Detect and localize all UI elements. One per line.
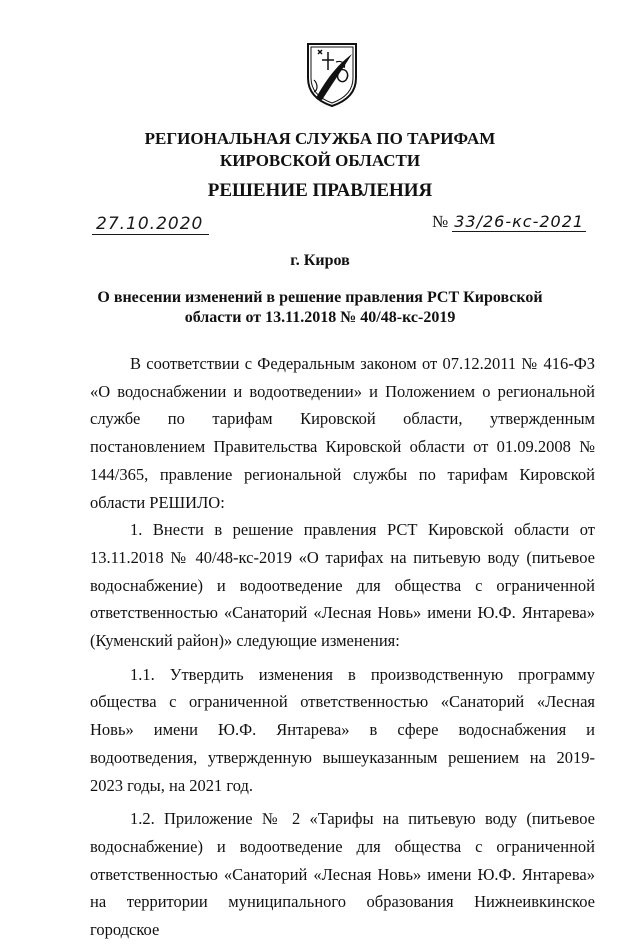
decision-body <box>90 350 595 944</box>
coat-of-arms-icon <box>302 40 362 108</box>
subject-line-2: области от 13.11.2018 № 40/48-кс-2019 <box>184 309 456 326</box>
paragraph-1: 1. Внести в решение правления РСТ Кировской области от 13.11.2018 № 40/48-кс-2019 «О тарифах на питьевую воду (питьевое водоснабжение) и водоотведение для общества с ограниченной ответственностью «Санаторий «Лесная Новь» имени Ю.Ф. Янтарева» (Куменский район)» следующие изменения: <box>90 520 595 651</box>
subject-line-1: О внесении изменений в решение правления РСТ Кировской <box>97 289 543 306</box>
city: г. Киров <box>290 252 350 269</box>
decision-number <box>432 212 586 232</box>
org-line-1: РЕГИОНАЛЬНАЯ СЛУЖБА ПО ТАРИФАМ <box>144 129 496 148</box>
org-line-2: КИРОВСКОЙ ОБЛАСТИ <box>219 151 421 170</box>
decision-title: РЕШЕНИЕ ПРАВЛЕНИЯ <box>207 180 433 201</box>
paragraph-preamble: В соответствии с Федеральным законом от 07.12.2011 № 416-ФЗ «О водоснабжении и водоотведении» и Положением о региональной службе по тарифам Кировской области, утвержденным постановлением Правительства Кировской области от 01.09.2008 № 144/365, правление региональной службы по тарифам Кировской области РЕШИЛО: <box>90 354 595 512</box>
decision-date: 27.10.2020 <box>92 214 209 235</box>
organization-name <box>0 128 640 172</box>
number-sign: № <box>432 212 449 231</box>
decision-subject <box>0 288 640 328</box>
paragraph-1-2: 1.2. Приложение № 2 «Тарифы на питьевую воду (питьевое водоснабжение) и водоотведение для общества с ограниченной ответственностью «Санаторий «Лесная Новь» имени Ю.Ф. Янтарева» на территории муниципального образования Нижнеивкинское городское <box>90 809 595 940</box>
paragraph-1-1: 1.1. Утвердить изменения в производственную программу общества с ограниченной ответственностью «Санаторий «Лесная Новь» имени Ю.Ф. Янтарева» в сфере водоснабжения и водоотведения, утвержденную вышеуказанным решением на 2019-2023 годы, на 2021 год. <box>90 664 595 795</box>
number-value: 33/26-кс-2021 <box>454 212 585 231</box>
